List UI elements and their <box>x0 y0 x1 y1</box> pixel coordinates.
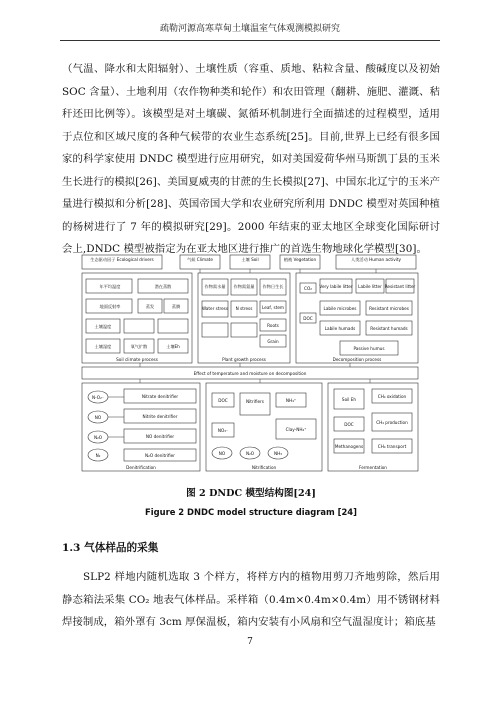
label-n2o: N₂O <box>93 435 103 440</box>
page-number: 7 <box>247 637 253 647</box>
label-labile-microbes: Labile microbes <box>323 306 357 311</box>
label-soil-climate-title: Soil climate process <box>116 357 158 362</box>
label-nitrate-denitrifier: Nitrate denitrifier <box>141 394 179 399</box>
body-paragraph: （气温、降水和太阳辐射）、土壤性质（容重、质地、粘粒含量、酸碱度以及初始 SOC 含量）、土地利用（农作物种类和轮作）和农田管理（翻耕、施肥、灌溉、秸秆还田比例等）。该模型是对土壤碳、氮循环机制进行全面描述的过程模型，适用于点位和区域尺度的各种气候带的农业生态系统[25]。目前,世界上已经有很多国家的科学家使用 DNDC 模型进行应用研究，如对美国爱荷华州马斯凯丁县的玉米生长进行的模拟[26]、美国夏威夷的甘蔗的生长模拟[27]、中国东北辽宁的玉米产量进行模拟和分析[28]、英国帝国大学和农业研究所利用 DNDC 模型对英国种植的杨树进行了 7 年的模拟研究[29]。2000 年结束的亚太地区全球变化国际研讨会上,DNDC 模型被指定为在亚太地区进行推广的首选生物地球化学模型[30]。 <box>62 63 440 255</box>
label-resistant-microbes: Resistant microbes <box>369 306 409 311</box>
label-water-stress: Water stress <box>201 306 229 311</box>
label-evaporation: 蒸发 <box>145 304 155 309</box>
label-nit-n2o: N₂O <box>245 451 255 456</box>
label-nh4: NH₄⁺ <box>285 398 297 403</box>
figure-caption-cn: 图 2 DNDC 模型结构图[24] <box>186 488 316 499</box>
label-nit-title: Nitrification <box>251 465 277 470</box>
label-ch4-transport: CH₄ transport <box>377 444 407 449</box>
label-pet: 潜在蒸散 <box>154 284 172 289</box>
label-water-demand: 作物需水量 <box>204 284 226 289</box>
label-n2o-denitrifier: N₂O denitrifier <box>145 453 175 458</box>
label-albedo: 地面反射率 <box>99 304 121 309</box>
label-clay-nh4: Clay-NH₄⁺ <box>285 427 307 432</box>
figure-caption-en: Figure 2 DNDC model structure diagram [24] <box>145 507 357 517</box>
label-nit-nh3: NH₃ <box>274 451 282 456</box>
section-heading <box>62 540 158 555</box>
dndc-structure-diagram <box>80 253 421 474</box>
label-no-denitrifier: NO denitrifier <box>145 434 175 439</box>
label-soil-moisture: 土壤湿度 <box>94 344 112 349</box>
running-header: 疏勒河源高寒草甸土壤温室气体观测模拟研究 <box>60 20 440 41</box>
label-n-demand: 作物需氮量 <box>233 284 255 289</box>
label-labile-litter: Labile litter <box>358 284 382 289</box>
label-ferm-title: Fermentation <box>359 465 387 470</box>
label-ch4-prod: CH₄ production <box>376 420 408 425</box>
label-nitrifiers: Nitrifiers <box>246 399 264 404</box>
label-passive-humus: Passive humus <box>353 346 385 351</box>
label-roots: Roots <box>267 323 279 328</box>
label-grain: Grain <box>267 339 279 344</box>
label-resistant-humads: Resistant humads <box>370 326 408 331</box>
label-decomp-title: Decomposition process <box>332 357 382 362</box>
label-o2-diff: 氧气扩散 <box>130 344 148 349</box>
label-soil: 土壤 Soil <box>241 257 259 262</box>
label-co2: CO₂ <box>304 286 312 291</box>
label-no: NO <box>94 415 102 420</box>
label-nitrite-denitrifier: Nitrite denitrifier <box>142 414 178 419</box>
label-annual-temp: 年平均温度 <box>99 284 121 289</box>
label-no3: N-O₂⁻ <box>92 395 104 400</box>
label-nit-no3: NO₃⁻ <box>217 428 229 433</box>
label-very-labile: Very labile litter <box>319 284 353 289</box>
label-plant-title: Plant growth process <box>222 357 266 362</box>
label-daily-growth: 作物日生长 <box>262 284 284 289</box>
section-title: 气体样品的采集 <box>84 542 159 554</box>
label-denit-title: Denitrification <box>126 465 156 470</box>
label-n-stress: N stress <box>235 306 253 311</box>
label-nit-doc: DOC <box>218 398 228 403</box>
label-soil-temp: 土壤温度 <box>94 324 112 329</box>
label-nit-no: NO <box>218 451 226 456</box>
label-middle: Effect of temperature and moisture on decomposition <box>193 371 307 376</box>
label-ferm-eh: Soil Eh <box>341 397 357 402</box>
label-vegetation: 植被 Vegetation <box>283 257 317 262</box>
label-transpiration: 蒸腾 <box>171 304 181 309</box>
label-resistant-litter: Resistant litter <box>384 284 416 289</box>
label-drivers: 生态驱动因子 Ecological drivers <box>90 257 154 262</box>
section-paragraph: SLP2 样地内随机选取 3 个样方，将样方内的植物用剪刀齐地剪除，然后用静态箱法采集 CO₂ 地表气体样品。采样箱（0.4m×0.4m×0.4m）用不锈钢材料焊接制成，箱外罩有 3cm 厚保温板，箱内安装有小风扇和空气温湿度计；箱底基 <box>62 571 440 628</box>
section-number: 1.3 <box>62 542 81 554</box>
label-ferm-doc: DOC <box>344 422 354 427</box>
label-n2: N₂ <box>95 453 101 458</box>
label-doc: DOC <box>303 316 313 321</box>
label-methanogens: Methanogens <box>334 444 364 449</box>
label-ch4-ox: CH₄ oxidation <box>377 394 407 399</box>
label-labile-humads: Labile humads <box>324 326 356 331</box>
label-leaf: Leaf, stem <box>261 305 285 310</box>
label-soil-eh: 土壤Eh <box>166 344 180 349</box>
label-human: 人类活动 Human activity <box>351 257 401 262</box>
label-climate: 气候 Climate <box>187 257 213 262</box>
